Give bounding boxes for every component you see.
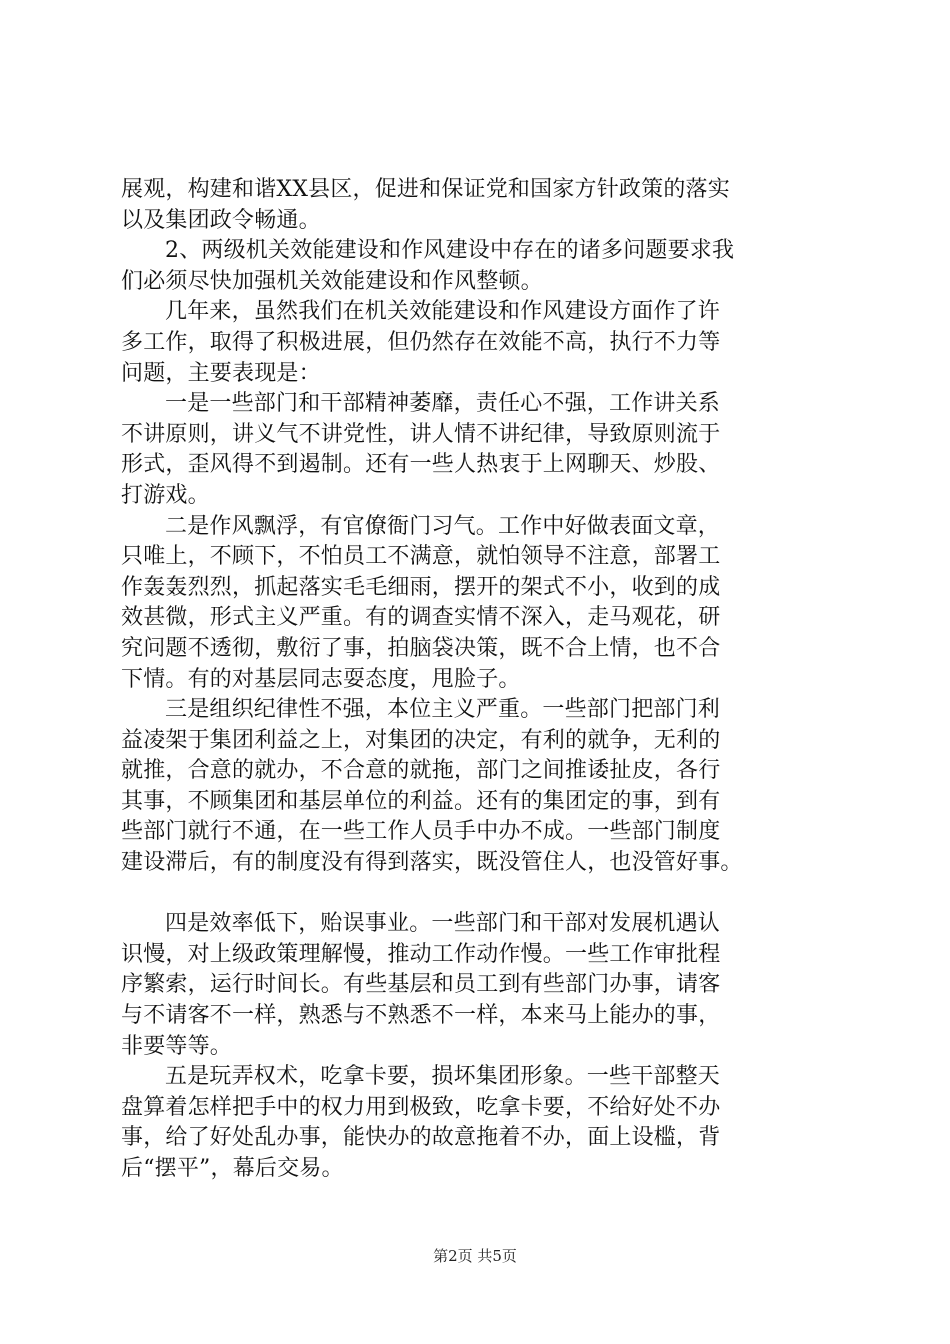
- text-line: 不讲原则，讲义气不讲党性，讲人情不讲纪律，导致原则流于: [121, 421, 721, 447]
- text-line: 一是一些部门和干部精神萎靡，责任心不强，工作讲关系: [165, 391, 721, 417]
- text-line: 只唯上，不顾下，不怕员工不满意，就怕领导不注意，部署工: [121, 544, 721, 570]
- text-line: 二是作风飘浮，有官僚衙门习气。工作中好做表面文章，: [165, 513, 721, 539]
- text-line: 以及集团政令畅通。: [121, 207, 321, 233]
- text-line: 四是效率低下，贻误事业。一些部门和干部对发展机遇认: [165, 911, 721, 937]
- text-line: 们必须尽快加强机关效能建设和作风整顿。: [121, 268, 543, 294]
- text-line: 形式，歪风得不到遏制。还有一些人热衷于上网聊天、炒股、: [121, 452, 721, 478]
- page-number-label: 第2页 共5页: [433, 1247, 517, 1265]
- text-line: 展观，构建和谐XX县区，促进和保证党和国家方针政策的落实: [121, 177, 730, 202]
- text-line: 多工作，取得了积极进展，但仍然存在效能不高，执行不力等: [121, 329, 721, 355]
- text-line: 与不请客不一样，熟悉与不熟悉不一样，本来马上能办的事，: [121, 1003, 721, 1029]
- text-line: 序繁索，运行时间长。有些基层和员工到有些部门办事，请客: [121, 972, 721, 998]
- text-line: 问题，主要表现是：: [121, 360, 321, 386]
- text-line: 究问题不透彻，敷衍了事，拍脑袋决策，既不合上情，也不合: [121, 635, 721, 661]
- text-line: 三是组织纪律性不强，本位主义严重。一些部门把部门利: [165, 697, 721, 723]
- text-line: 非要等等。: [121, 1033, 233, 1059]
- document-body: [121, 175, 836, 1185]
- text-line: 几年来，虽然我们在机关效能建设和作风建设方面作了许: [165, 299, 721, 325]
- text-line: 益凌架于集团利益之上，对集团的决定，有利的就争，无利的: [121, 727, 721, 753]
- page-footer: [0, 1246, 950, 1266]
- text-line: 2、两级机关效能建设和作风建设中存在的诸多问题要求我: [165, 238, 735, 264]
- text-line: 盘算着怎样把手中的权力用到极致，吃拿卡要，不给好处不办: [121, 1094, 721, 1120]
- text-line: 就推，合意的就办，不合意的就拖，部门之间推诿扯皮，各行: [121, 758, 721, 784]
- text-line: 事，给了好处乱办事，能快办的故意拖着不办，面上设槛，背: [121, 1125, 721, 1151]
- text-line: 五是玩弄权术，吃拿卡要，损坏集团形象。一些干部整天: [165, 1064, 721, 1090]
- text-line: 些部门就行不通，在一些工作人员手中办不成。一些部门制度: [121, 819, 721, 845]
- text-line: 打游戏。: [121, 482, 210, 508]
- text-line: 其事，不顾集团和基层单位的利益。还有的集团定的事，到有: [121, 788, 721, 814]
- text-line: 下情。有的对基层同志耍态度，甩脸子。: [121, 666, 521, 692]
- text-line: 建设滞后，有的制度没有得到落实，既没管住人，也没管好事。: [121, 850, 743, 876]
- blank-line: [121, 879, 836, 910]
- text-line: 识慢，对上级政策理解慢，推动工作动作慢。一些工作审批程: [121, 941, 721, 967]
- text-line: 作轰轰烈烈，抓起落实毛毛细雨，摆开的架式不小，收到的成: [121, 574, 721, 600]
- text-line: 效甚微，形式主义严重。有的调查实情不深入，走马观花，研: [121, 605, 721, 631]
- text-line: 后“摆平”，幕后交易。: [121, 1156, 344, 1181]
